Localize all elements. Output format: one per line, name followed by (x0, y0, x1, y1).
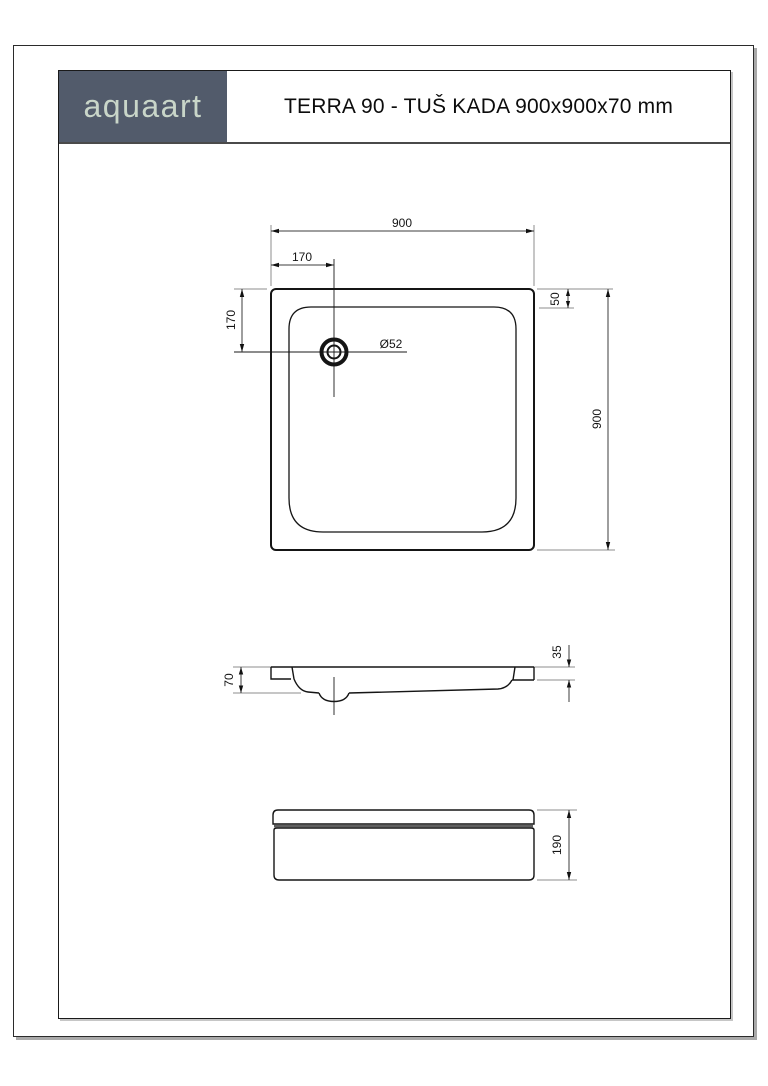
title-block (59, 71, 730, 144)
dim-total-height: 70 (222, 673, 236, 687)
dim-width: 900 (391, 216, 413, 230)
dim-height: 900 (590, 408, 604, 430)
front-tray-slab (273, 810, 534, 824)
drawing-sheet-frame (58, 70, 731, 1019)
title-area (227, 71, 730, 142)
technical-drawing (59, 142, 732, 1018)
dim-drain-offset-y: 170 (224, 309, 238, 331)
brand-logo: aquaart (83, 87, 203, 124)
page-title: TERRA 90 - TUŠ KADA 900x900x70 mm (283, 94, 674, 118)
dim-drain-diameter: Ø52 (379, 337, 403, 351)
top-view (224, 216, 615, 550)
tray-outer-edge (271, 289, 534, 550)
dim-drain-offset-x: 170 (291, 250, 313, 264)
dim-inner-depth: 35 (550, 645, 564, 659)
tray-section-profile (271, 667, 534, 702)
dim-total-height-with-panel: 190 (550, 834, 564, 856)
tray-inner-basin (289, 307, 516, 532)
front-skirt-panel (274, 828, 534, 880)
side-section-view (222, 645, 575, 715)
dim-rim-inset: 50 (548, 292, 562, 306)
front-view (273, 810, 577, 880)
drawing-area (59, 142, 730, 1018)
logo-box (59, 71, 227, 142)
